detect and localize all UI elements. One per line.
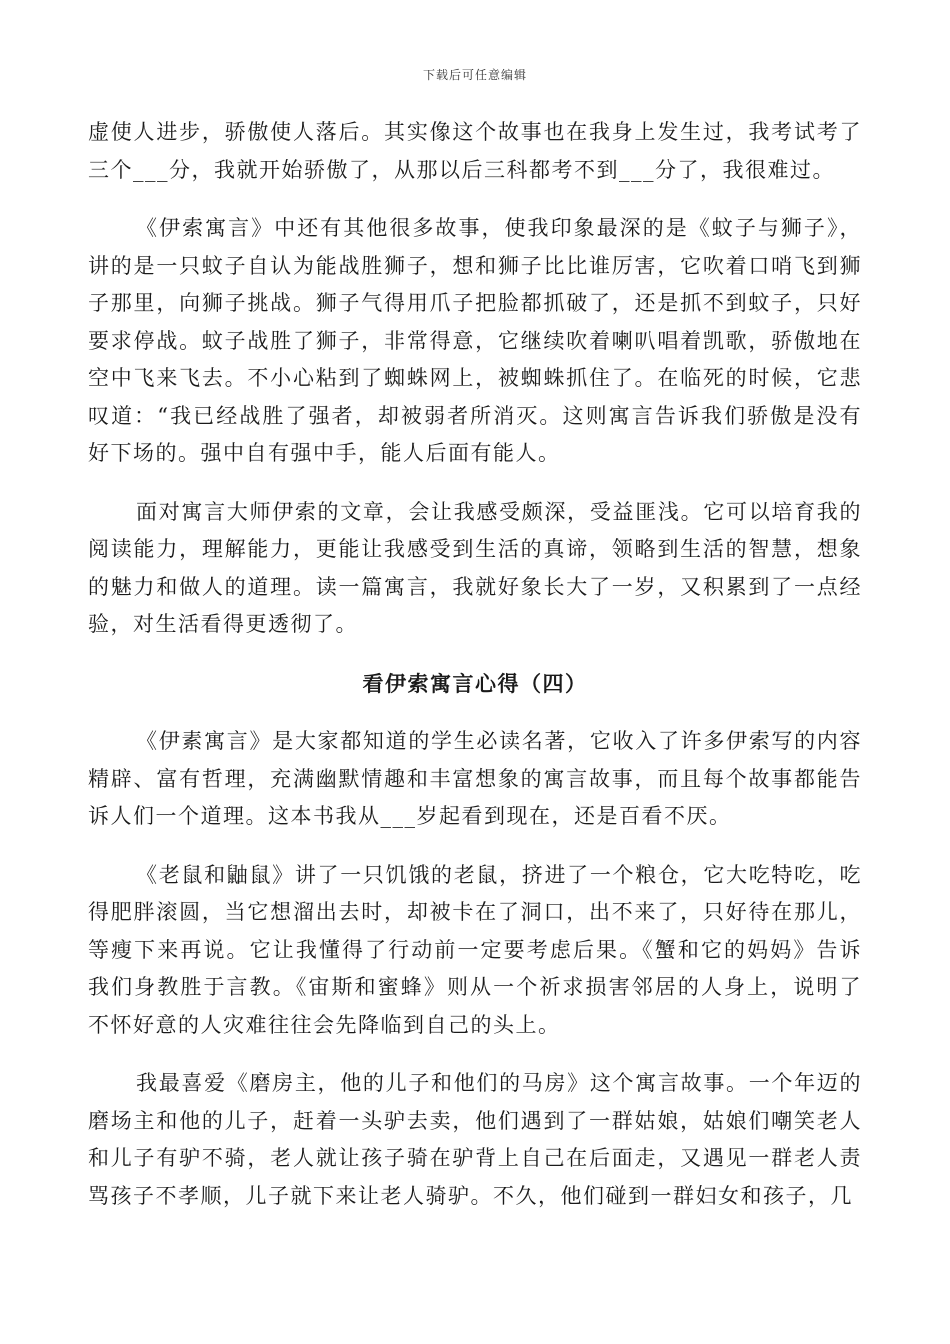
paragraph-2: 《伊索寓言》中还有其他很多故事，使我印象最深的是《蚊子与狮子》，讲的是一只蚊子自认为能战胜狮子，想和狮子比比谁厉害，它吹着口哨飞到狮子那里，向狮子挑战。狮子气得用爪子把脸都抓破了，还是抓不到蚊子，只好要求停战。蚊子战胜了狮子，非常得意，它继续吹着喇叭唱着凯歌，骄傲地在空中飞来飞去。不小心粘到了蜘蛛网上，被蜘蛛抓住了。在临死的时候，它悲叹道：“我已经战胜了强者，却被弱者所消灭。这则寓言告诉我们骄傲是没有好下场的。强中自有强中手，能人后面有能人。 <box>88 216 862 465</box>
paragraph-6: 我最喜爱《磨房主，他的儿子和他们的马房》这个寓言故事。一个年迈的磨场主和他的儿子，赶着一头驴去卖，他们遇到了一群姑娘，姑娘们嘲笑老人和儿子有驴不骑，老人就让孩子骑在驴背上自己在后面走，又遇见一群老人责骂孩子不孝顺，儿子就下来让老人骑驴。不久，他们碰到一群妇女和孩子，几 <box>88 1071 862 1208</box>
paragraph-4: 《伊素寓言》是大家都知道的学生必读名著，它收入了许多伊索写的内容精辟、富有哲理，充满幽默情趣和丰富想象的寓言故事，而且每个故事都能告诉人们一个道理。这本书我从___岁起看到现在，还是百看不厌。 <box>88 729 862 828</box>
paragraph-gap <box>88 836 862 857</box>
section-title: 看伊索寓言心得（四） <box>362 670 588 696</box>
paragraph-1: 虚使人进步，骄傲使人落后。其实像这个故事也在我身上发生过，我考试考了三个___分，我就开始骄傲了，从那以后三科都考不到___分了，我很难过。 <box>88 120 862 182</box>
paragraph-3: 面对寓言大师伊索的文章，会让我感受颇深，受益匪浅。它可以培育我的阅读能力，理解能力，更能让我感受到生活的真谛，领略到生活的智慧，想象的魅力和做人的道理。读一篇寓言，我就好象长大了一岁，又积累到了一点经验，对生活看得更透彻了。 <box>88 499 862 636</box>
paragraph-gap <box>88 644 862 665</box>
paragraph-gap <box>88 473 862 494</box>
document-body <box>88 114 862 1215</box>
page-header: 下载后可任意编辑 <box>422 68 527 82</box>
paragraph-gap <box>88 702 862 723</box>
paragraph-5: 《老鼠和鼬鼠》讲了一只饥饿的老鼠，挤进了一个粮仓，它大吃特吃，吃得肥胖滚圆，当它想溜出去时，却被卡在了洞口，出不来了，只好待在那儿，等瘦下来再说。它让我懂得了行动前一定要考虑后果。《蟹和它的妈妈》告诉我们身教胜于言教。《宙斯和蜜蜂》则从一个祈求损害邻居的人身上，说明了不怀好意的人灾难往往会先降临到自己的头上。 <box>88 862 862 1037</box>
paragraph-gap <box>88 1044 862 1065</box>
paragraph-gap <box>88 189 862 210</box>
